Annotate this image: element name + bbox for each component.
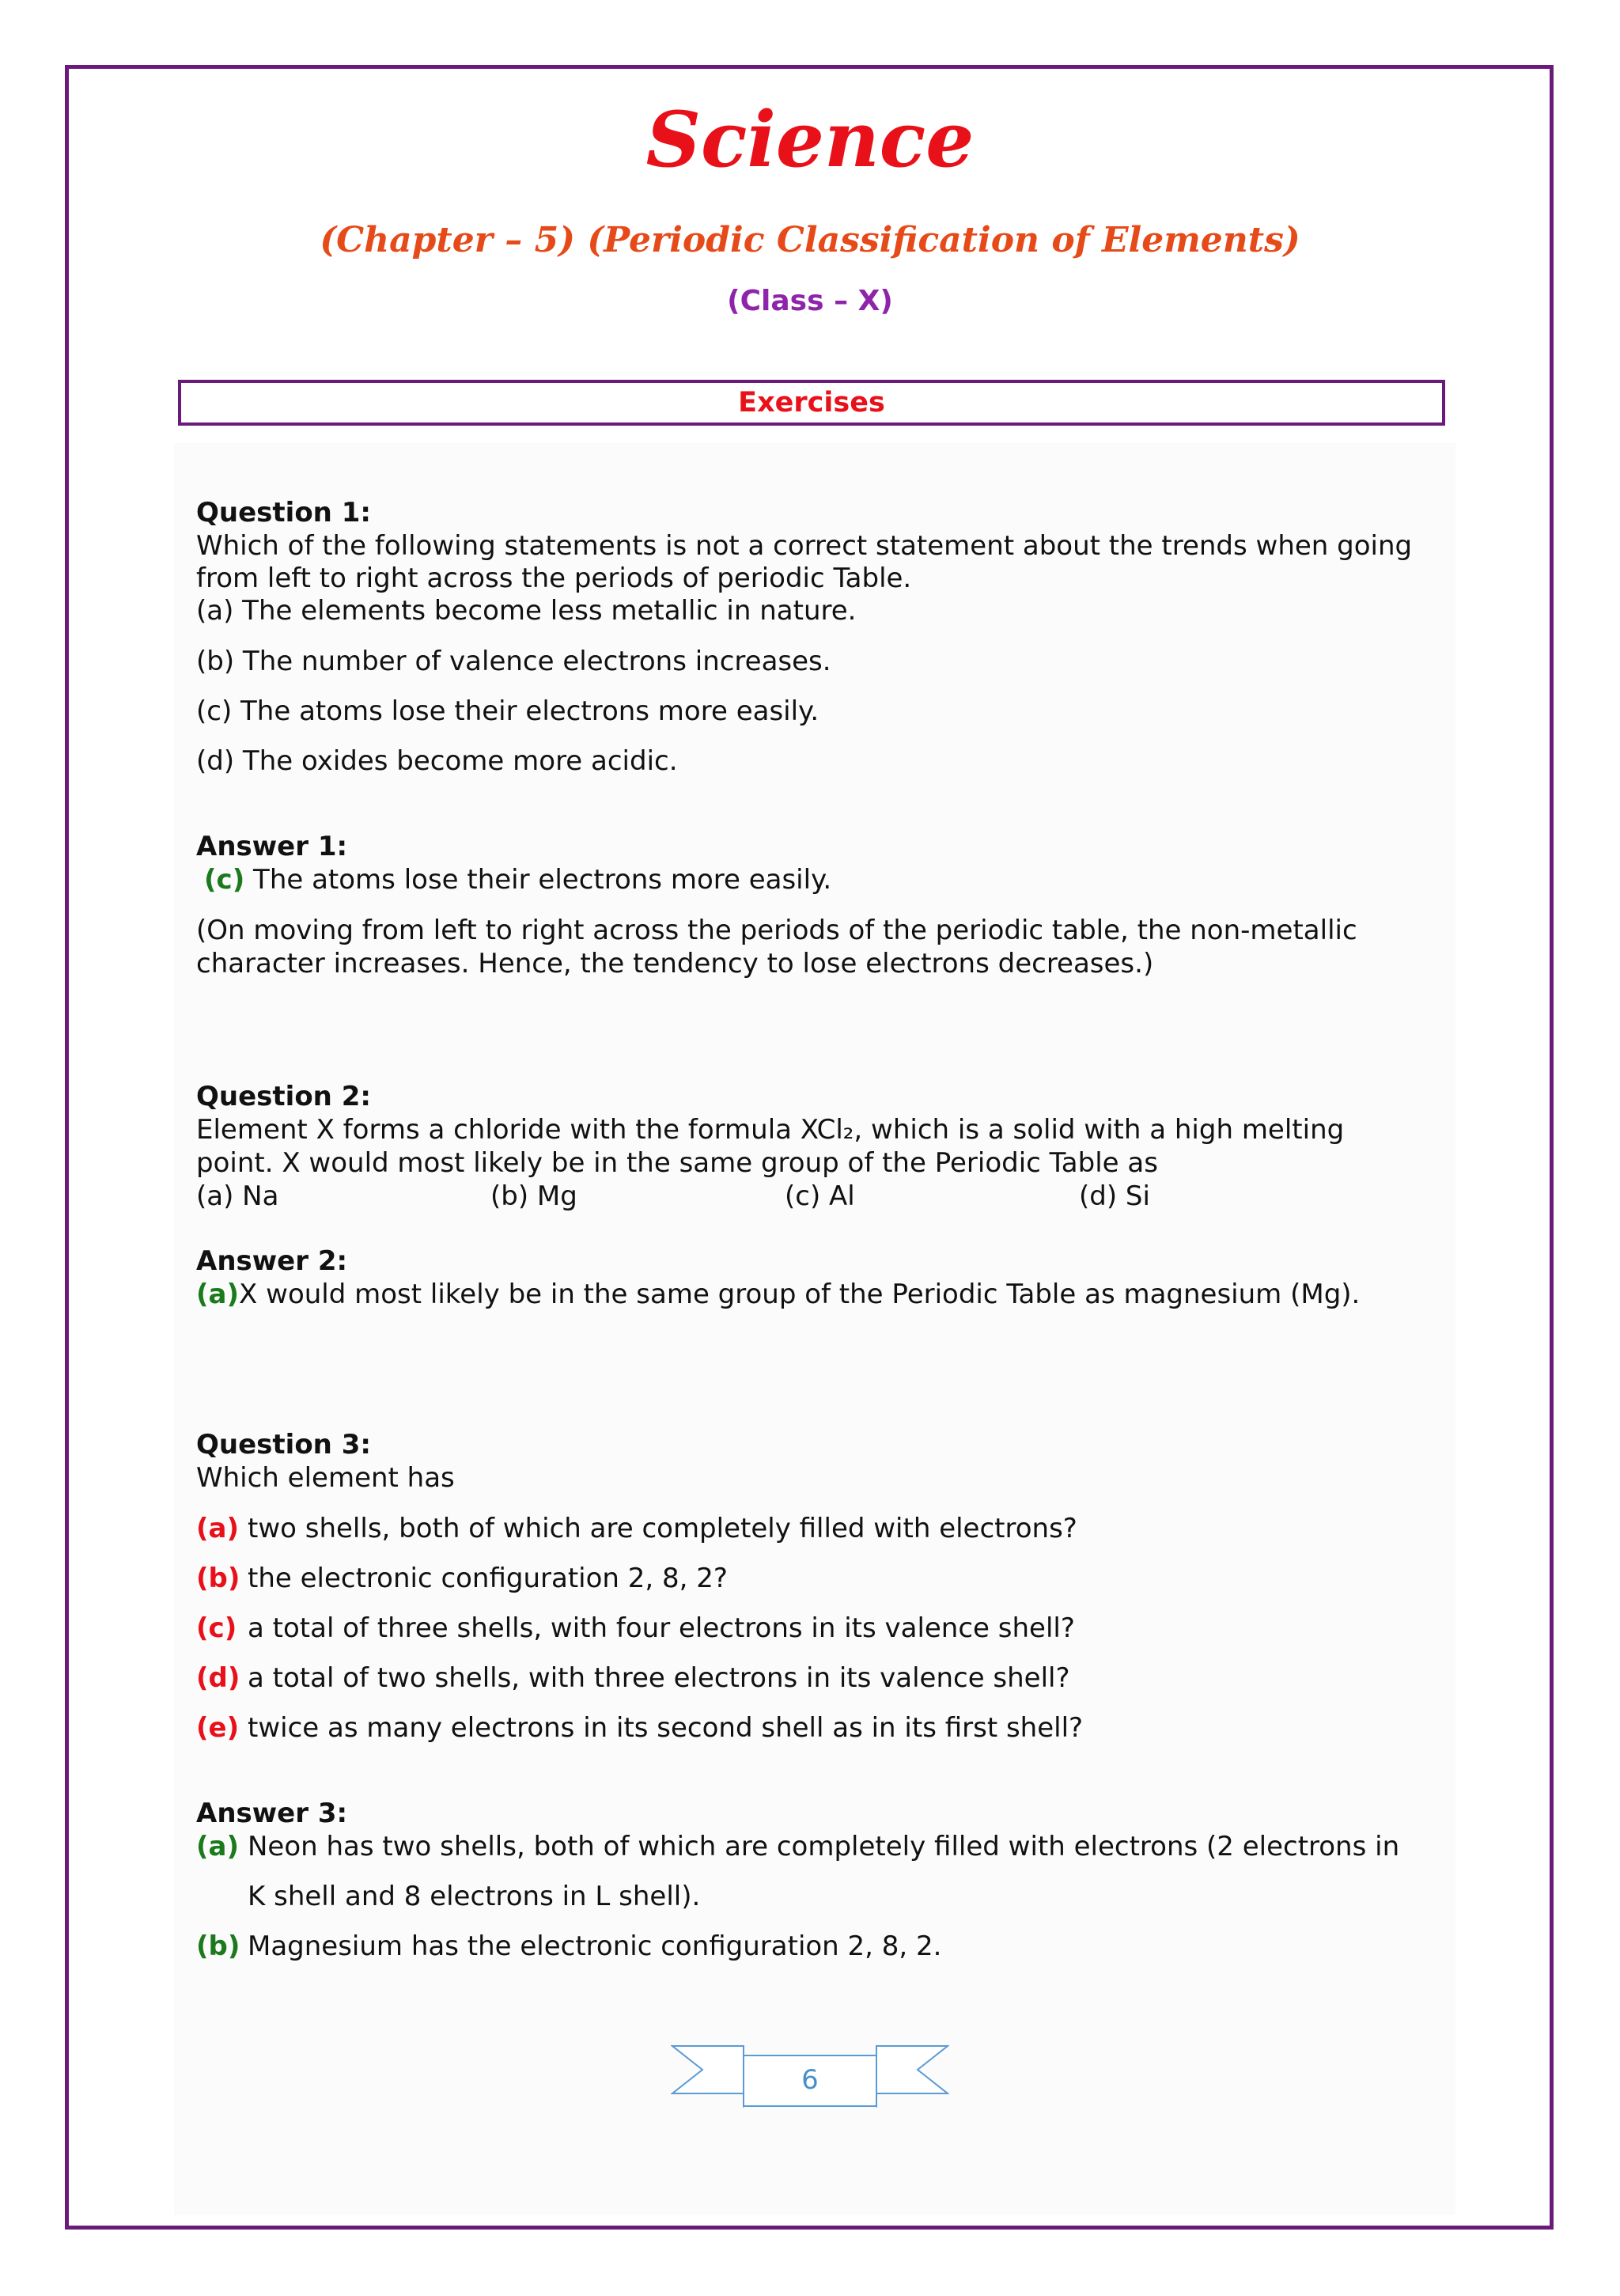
question-3-item-key: (b)	[196, 1563, 240, 1594]
question-2-label: Question 2:	[196, 1081, 371, 1112]
question-3-item-key: (e)	[196, 1712, 240, 1744]
answer-3-a-line-1: Neon has two shells, both of which are completely filled with electrons (2 electrons in	[248, 1831, 1400, 1862]
class-label: (Class – X)	[727, 285, 893, 317]
answer-3-label: Answer 3:	[196, 1798, 348, 1829]
question-3-item	[196, 1513, 1077, 1544]
answer-3-key-a: (a)	[196, 1831, 240, 1862]
question-3-item-text: twice as many electrons in its second shell as in its first shell?	[248, 1712, 1084, 1744]
question-3-item	[196, 1612, 1075, 1644]
answer-3-item-b	[196, 1930, 941, 1962]
question-2-text-line-1: Element X forms a chloride with the formula XCl₂, which is a solid with a high melting	[196, 1114, 1345, 1146]
question-3-item	[196, 1563, 728, 1594]
page-number: 6	[801, 2064, 819, 2096]
question-3-item-key: (c)	[196, 1612, 237, 1644]
answer-2-text	[196, 1279, 1360, 1310]
question-3-item-text: a total of two shells, with three electrons in its valence shell?	[248, 1662, 1070, 1694]
answer-1-statement: The atoms lose their electrons more easily.	[253, 864, 832, 896]
question-3-item-text: two shells, both of which are completely filled with electrons?	[248, 1513, 1077, 1544]
question-3-item-key: (a)	[196, 1513, 240, 1544]
answer-3-b-text: Magnesium has the electronic configuration 2, 8, 2.	[248, 1930, 942, 1962]
question-3-item-key: (d)	[196, 1662, 240, 1694]
page-title: Science	[645, 95, 975, 184]
question-1-option-c: (c) The atoms lose their electrons more easily.	[196, 695, 819, 727]
question-1-text-line-1: Which of the following statements is not a correct statement about the trends when going	[196, 530, 1413, 562]
question-2-option-a: (a) Na	[196, 1180, 279, 1212]
answer-2-label: Answer 2:	[196, 1245, 348, 1277]
exercises-heading: Exercises	[178, 380, 1445, 426]
question-2-text-line-2: point. X would most likely be in the same group of the Periodic Table as	[196, 1147, 1158, 1179]
answer-1-explanation-line-2: character increases. Hence, the tendency to lose electrons decreases.)	[196, 948, 1154, 979]
question-3-item-text: the electronic configuration 2, 8, 2?	[248, 1563, 728, 1594]
answer-1-key: (c)	[204, 864, 245, 896]
answer-2-statement: X would most likely be in the same group of the Periodic Table as magnesium (Mg).	[239, 1279, 1361, 1310]
page-number-ribbon	[671, 2038, 949, 2117]
answer-1-text	[196, 864, 831, 896]
answer-3-key-b: (b)	[196, 1930, 240, 1962]
question-3-label: Question 3:	[196, 1429, 371, 1461]
answer-2-key: (a)	[196, 1279, 240, 1310]
answer-3-item-a	[196, 1831, 1399, 1862]
question-1-text-line-2: from left to right across the periods of periodic Table.	[196, 563, 912, 594]
question-2-option-b: (b) Mg	[490, 1180, 577, 1212]
answer-1-label: Answer 1:	[196, 831, 348, 862]
question-2-option-c: (c) Al	[785, 1180, 855, 1212]
question-3-intro: Which element has	[196, 1462, 455, 1494]
chapter-subtitle: (Chapter – 5) (Periodic Classification of Elements)	[320, 220, 1300, 260]
question-3-item	[196, 1662, 1070, 1694]
question-1-label: Question 1:	[196, 497, 371, 529]
question-3-item-text: a total of three shells, with four electrons in its valence shell?	[248, 1612, 1075, 1644]
question-1-option-b: (b) The number of valence electrons increases.	[196, 646, 831, 677]
answer-1-explanation-line-1: (On moving from left to right across the periods of the periodic table, the non-metallic	[196, 915, 1357, 946]
question-1-option-a: (a) The elements become less metallic in nature.	[196, 595, 857, 627]
question-2-option-d: (d) Si	[1079, 1180, 1150, 1212]
question-3-item	[196, 1712, 1083, 1744]
question-1-option-d: (d) The oxides become more acidic.	[196, 745, 678, 777]
answer-3-a-line-2: K shell and 8 electrons in L shell).	[248, 1881, 701, 1912]
